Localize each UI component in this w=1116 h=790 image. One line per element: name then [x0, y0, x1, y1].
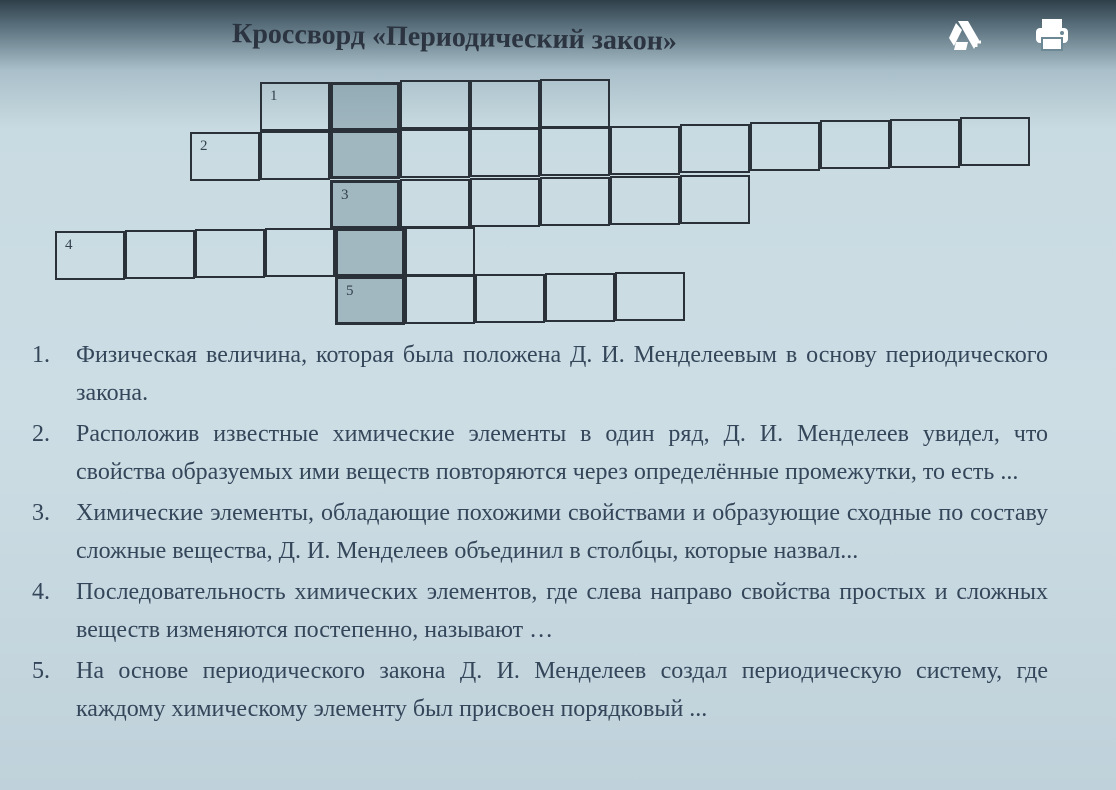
clue-item [28, 573, 1048, 649]
clue-item-number: 3. [32, 500, 50, 526]
crossword-cell[interactable] [470, 80, 540, 129]
crossword-cell[interactable] [750, 122, 820, 171]
crossword-cell[interactable] [265, 228, 335, 277]
printer-icon[interactable] [1032, 16, 1068, 52]
clue-item-number: 5. [32, 658, 50, 684]
crossword-cell[interactable] [400, 80, 470, 129]
crossword-cell[interactable] [540, 177, 610, 226]
crossword-key-cell[interactable] [330, 130, 400, 179]
clue-item-text: Последовательность химических элементов, где слева направо свойства простых и сложных веществ изменяются постепенно, называют … [76, 579, 1048, 643]
crossword-cell[interactable] [540, 79, 610, 128]
crossword-cell[interactable] [125, 230, 195, 279]
crossword-cell[interactable] [405, 227, 475, 276]
crossword-cell[interactable] [540, 127, 610, 176]
crossword-cell[interactable] [405, 275, 475, 324]
clue-item [28, 415, 1048, 491]
clue-number: 5 [346, 283, 354, 299]
clue-item-text: На основе периодического закона Д. И. Менделеев создал периодическую систему, где каждому химическому элементу был присвоен порядковый ... [76, 658, 1048, 722]
crossword-cell[interactable] [470, 128, 540, 177]
clue-number: 2 [200, 138, 208, 154]
clues-list [28, 336, 1048, 731]
crossword-cell[interactable] [615, 272, 685, 321]
clue-item [28, 336, 1048, 412]
crossword-cell[interactable] [195, 229, 265, 278]
crossword-key-cell[interactable] [330, 82, 400, 131]
crossword-cell[interactable] [680, 175, 750, 224]
crossword-key-cell[interactable] [335, 276, 405, 325]
crossword-cell[interactable] [890, 119, 960, 168]
crossword-cell[interactable] [475, 274, 545, 323]
crossword-cell[interactable] [545, 273, 615, 322]
crossword-cell[interactable] [820, 120, 890, 169]
crossword-cell[interactable] [400, 179, 470, 228]
clue-item-number: 4. [32, 579, 50, 605]
crossword-cell[interactable] [680, 124, 750, 173]
clue-number: 1 [270, 88, 278, 104]
crossword-cell[interactable] [55, 231, 125, 280]
crossword-key-cell[interactable] [330, 180, 400, 229]
crossword-cell[interactable] [470, 178, 540, 227]
crossword-cell[interactable] [610, 176, 680, 225]
crossword-cell[interactable] [610, 126, 680, 175]
clue-number: 4 [65, 237, 73, 253]
crossword-cell[interactable] [260, 82, 330, 131]
crossword-cell[interactable] [400, 129, 470, 178]
clue-item [28, 652, 1048, 728]
clue-item-number: 2. [32, 421, 50, 447]
google-drive-add-icon[interactable] [946, 18, 982, 54]
clue-number: 3 [341, 187, 349, 203]
clue-item-number: 1. [32, 342, 50, 368]
clue-item-text: Химические элементы, обладающие похожими свойствами и образующие сходные по составу сложные вещества, Д. И. Менделеев объединил в столбцы, которые назвал... [76, 500, 1048, 564]
clue-item [28, 494, 1048, 570]
crossword-cell[interactable] [960, 117, 1030, 166]
crossword-cell[interactable] [190, 132, 260, 181]
crossword-cell[interactable] [260, 131, 330, 180]
clue-item-text: Расположив известные химические элементы в один ряд, Д. И. Менделеев увидел, что свойства образуемых ими веществ повторяются через определённые промежутки, то есть ... [76, 421, 1048, 485]
page-title: Кроссворд «Периодический закон» [231, 18, 678, 57]
clue-item-text: Физическая величина, которая была положена Д. И. Менделеевым в основу периодического закона. [76, 342, 1048, 406]
crossword-key-cell[interactable] [335, 228, 405, 277]
